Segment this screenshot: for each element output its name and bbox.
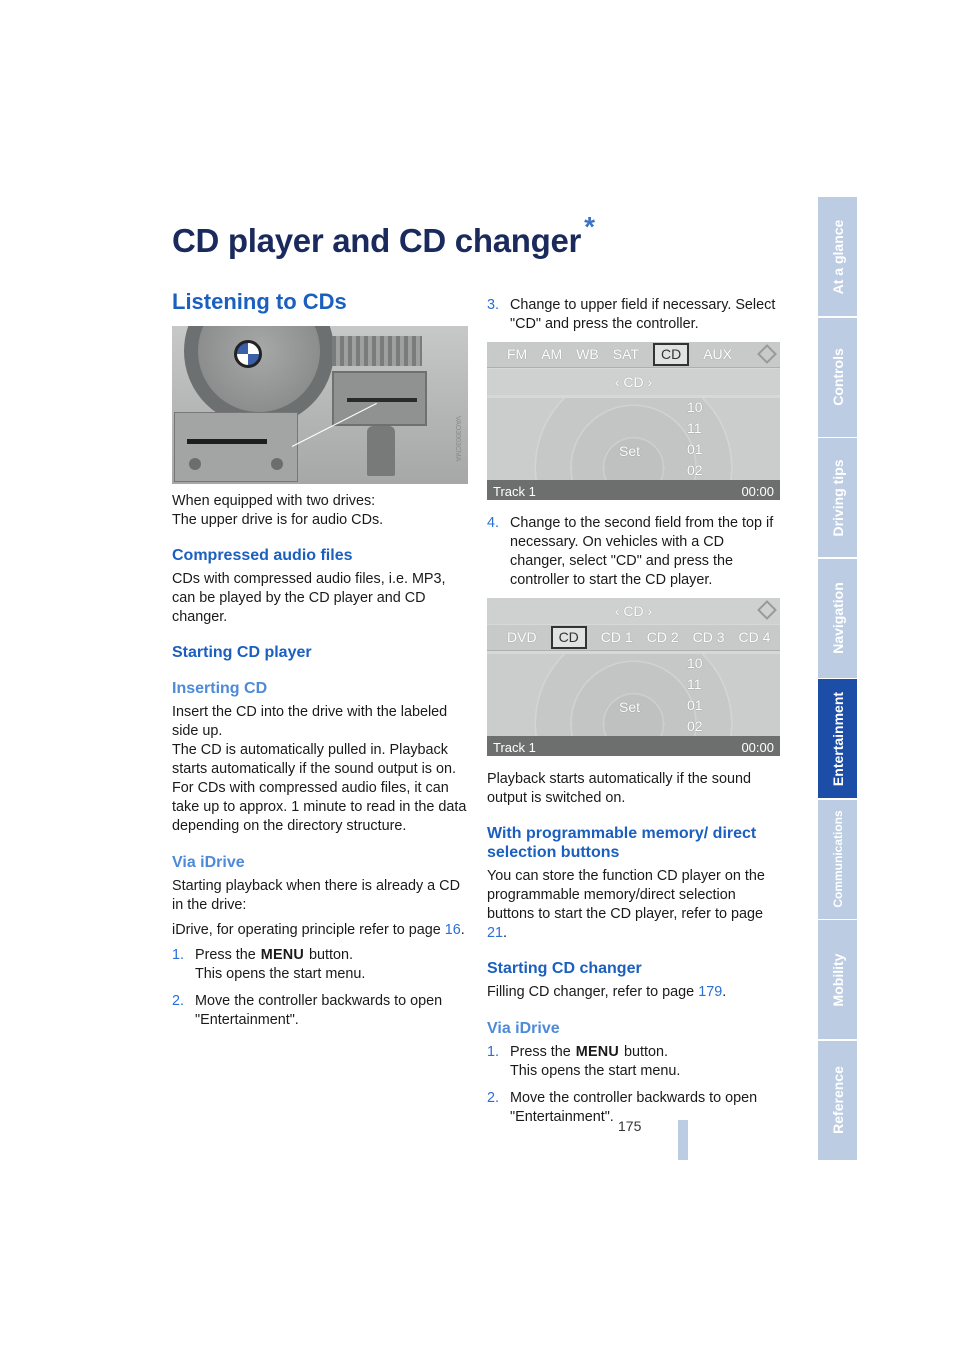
status-bar: Track 1 00:00 [487, 480, 780, 500]
heading-changer: Starting CD changer [487, 960, 642, 977]
heading-idrive: Via iDrive [487, 1020, 560, 1037]
paragraph: Filling CD changer, refer to page 179. [487, 984, 727, 1000]
list-item: 2. Move the controller backwards to open "Entertainment". [172, 993, 443, 1028]
steps-list [487, 514, 783, 590]
sidebar-item-at-a-glance[interactable]: At a glance [816, 197, 857, 316]
paragraph: Insert the CD into the drive with the labeled side up. The CD is automatically pulled in. Playback starts automatically if the sound output is on. For CDs with compressed audio files, it can take up to approx. 1 minute to read in the data depending on the directory structure. [172, 704, 467, 834]
photo-code: VAO3003CMA [454, 416, 461, 462]
heading-starting: Starting CD player [172, 644, 312, 661]
menu-key-icon: MENU [575, 1044, 619, 1060]
sub-bar: ‹ CD › [487, 369, 780, 395]
heading-inserting: Inserting CD [172, 680, 268, 697]
steering-wheel-shape [184, 326, 334, 426]
heading-idrive: Via iDrive [172, 854, 245, 871]
steps-list [487, 296, 783, 334]
list-item: 2. Move the controller backwards to open "Entertainment". [487, 1090, 758, 1125]
paragraph: Starting playback when there is already a CD in the drive: [172, 878, 460, 913]
sidebar-item-driving-tips[interactable]: Driving tips [816, 438, 857, 557]
chapter-sidebar [816, 197, 857, 1160]
track-numbers: 10 11 01 02 [687, 399, 703, 478]
list-item: 3. Change to upper field if necessary. Select "CD" and press the controller. [487, 297, 776, 332]
source-bar: FM AM WB SAT CD AUX [487, 342, 780, 368]
vents-shape [332, 336, 422, 366]
sub-bar: ‹ CD › [487, 598, 780, 624]
inset-detail [174, 412, 298, 482]
screen-main [487, 654, 780, 736]
paragraph: You can store the function CD player on the programmable memory/direct selection buttons to start the CD player, refer to page 21. [487, 868, 765, 941]
inset-cd-slot [187, 439, 267, 444]
page-link[interactable]: 179 [698, 984, 723, 1000]
cd-slot-shape [347, 398, 417, 402]
paragraph: iDrive, for operating principle refer to page 16. [172, 922, 465, 938]
track-numbers: 10 11 01 02 [687, 655, 703, 734]
sidebar-item-entertainment[interactable]: Entertainment [816, 679, 857, 798]
page-title-text: CD player and CD changer [172, 222, 582, 259]
sidebar-item-reference[interactable]: Reference [816, 1041, 857, 1160]
status-bar: Track 1 00:00 [487, 736, 780, 756]
idrive-screen-2 [487, 598, 780, 756]
page-number: 175 [618, 1118, 642, 1134]
knob-icon [271, 458, 283, 470]
heading-programmable: With programmable memory/ direct selection buttons [487, 825, 757, 861]
screen-main [487, 398, 780, 480]
steps-list [487, 1043, 783, 1127]
dashboard-photo [172, 326, 468, 484]
sidebar-item-navigation[interactable]: Navigation [816, 559, 857, 678]
menu-key-icon: MENU [260, 947, 304, 963]
list-item: 4. Change to the second field from the top if necessary. On vehicles with a CD changer, select "CD" and press the controller to start the CD player. [487, 515, 774, 588]
paragraph: Playback starts automatically if the sound output is switched on. [487, 771, 751, 806]
list-item: 1. Press the MENU button. This opens the start menu. [487, 1044, 681, 1079]
page-link[interactable]: 16 [444, 922, 461, 938]
page-title [172, 211, 595, 260]
page-marker [678, 1120, 688, 1160]
option-star-icon: * [584, 211, 595, 242]
dial-icon [757, 344, 777, 364]
left-column [172, 289, 468, 1038]
brand-logo-icon [234, 340, 262, 368]
right-column [487, 296, 783, 1135]
set-label: Set [619, 699, 641, 715]
heading-compressed: Compressed audio files [172, 547, 353, 564]
page-link[interactable]: 21 [487, 925, 504, 941]
source-bar: DVD CD CD 1 CD 2 CD 3 CD 4 [487, 625, 780, 651]
set-label: Set [619, 443, 641, 459]
gear-shift-shape [367, 426, 395, 476]
sidebar-item-communications[interactable]: Communications [816, 800, 857, 919]
section-title: Listening to CDs [172, 289, 347, 314]
paragraph: When equipped with two drives: The upper drive is for audio CDs. [172, 493, 384, 528]
paragraph: CDs with compressed audio files, i.e. MP3, can be played by the CD player and CD changer. [172, 571, 446, 625]
sidebar-item-mobility[interactable]: Mobility [816, 920, 857, 1039]
knob-icon [189, 458, 201, 470]
idrive-screen-1 [487, 342, 780, 500]
sidebar-item-controls[interactable]: Controls [816, 318, 857, 437]
list-item: 1. Press the MENU button. This opens the start menu. [172, 947, 366, 982]
steps-list [172, 946, 468, 1030]
